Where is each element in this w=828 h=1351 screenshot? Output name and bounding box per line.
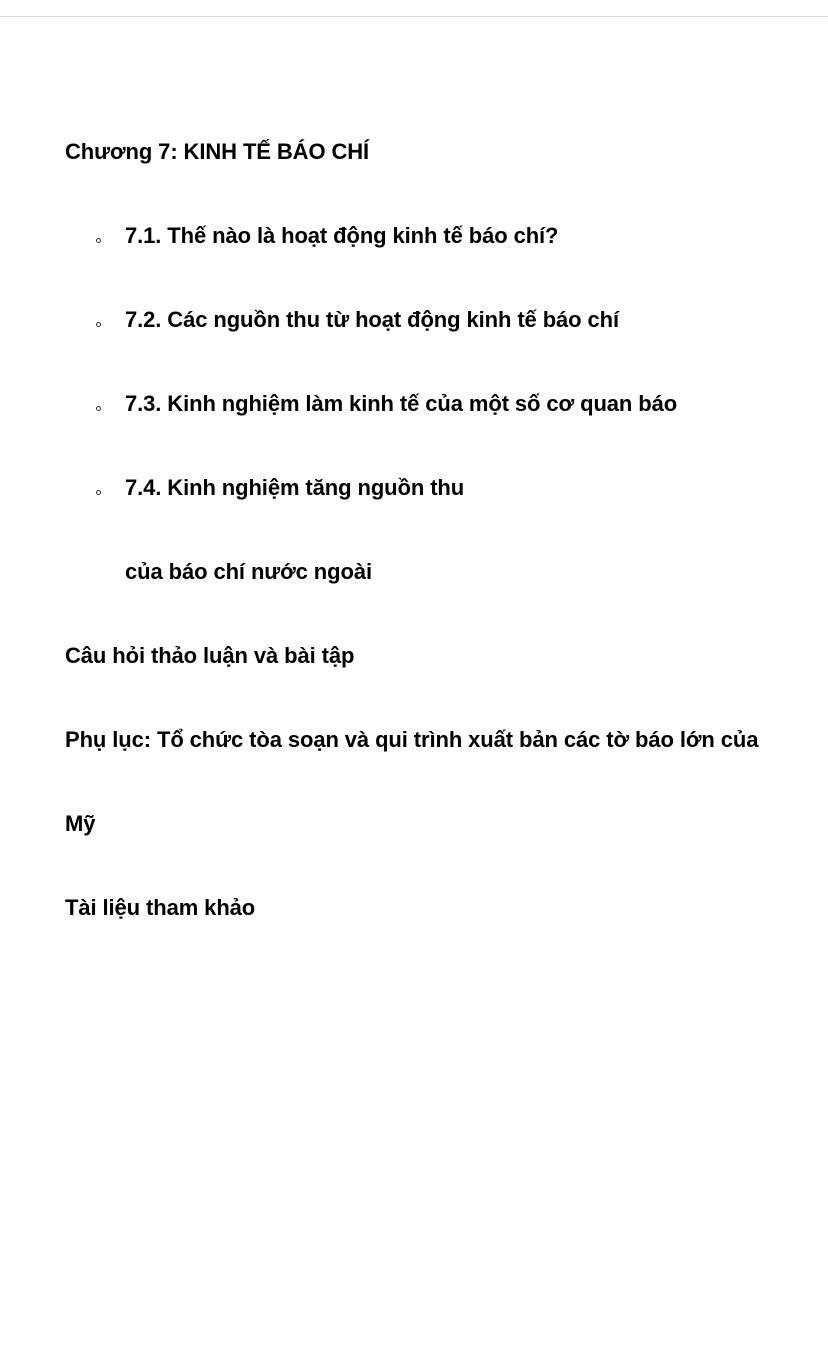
bullet-icon: [96, 322, 101, 327]
toc-item-7-1[interactable]: 7.1. Thế nào là hoạt động kinh tế báo chí?: [125, 223, 559, 248]
toc-item-7-2[interactable]: 7.2. Các nguồn thu từ hoạt động kinh tế báo chí: [125, 307, 620, 332]
bullet-icon: [96, 490, 101, 495]
chapter-title: Chương 7: KINH TẾ BÁO CHÍ: [65, 139, 370, 164]
toc-discussion[interactable]: Câu hỏi thảo luận và bài tập: [65, 643, 355, 668]
toc-item-7-4[interactable]: 7.4. Kinh nghiệm tăng nguồn thu: [125, 475, 465, 500]
top-divider: [0, 16, 828, 17]
toc-appendix[interactable]: Phụ lục: Tổ chức tòa soạn và qui trình xuất bản các tờ báo lớn của: [65, 727, 759, 752]
bullet-icon: [96, 238, 101, 243]
toc-item-7-4-continuation[interactable]: của báo chí nước ngoài: [125, 559, 372, 584]
toc-item-7-3[interactable]: 7.3. Kinh nghiệm làm kinh tế của một số cơ quan báo: [125, 391, 678, 416]
toc-references[interactable]: Tài liệu tham khảo: [65, 895, 256, 920]
bullet-icon: [96, 406, 101, 411]
toc-appendix-continuation[interactable]: Mỹ: [65, 811, 96, 836]
